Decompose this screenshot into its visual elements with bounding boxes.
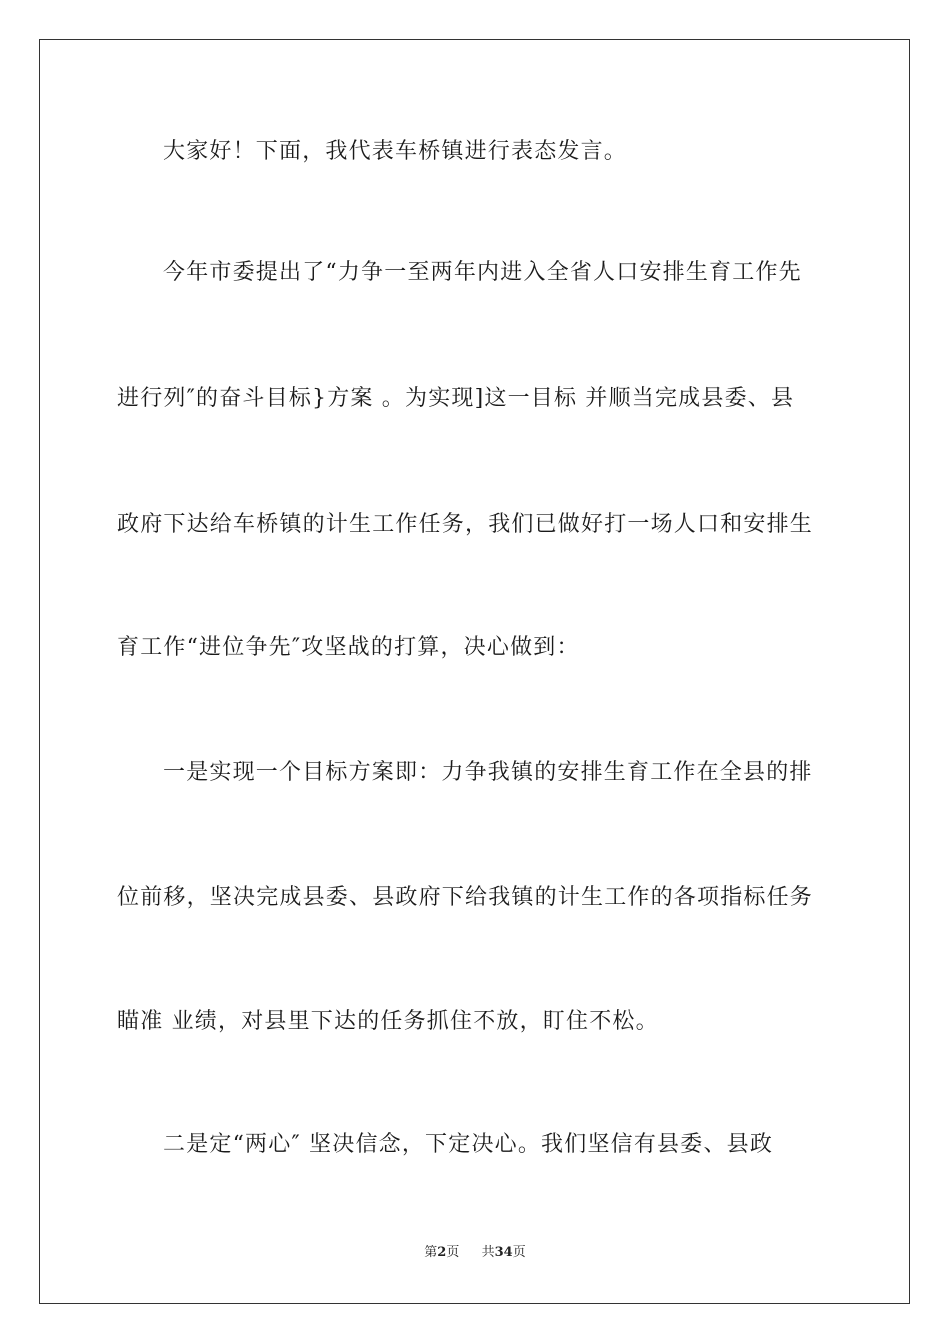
total-pages-number: 34: [494, 1245, 513, 1260]
paragraph-line: 大家好！下面，我代表车桥镇进行表态发言。: [163, 139, 628, 164]
total-prefix: 共: [481, 1245, 495, 1260]
paragraph-line: 育工作“进位争先″攻坚战的打算，决心做到：: [117, 635, 580, 660]
paragraph-line: 进行列″的奋斗目标}方案 。为实现]这一目标 并顺当完成县委、县: [117, 386, 795, 411]
page-suffix: 页: [446, 1245, 460, 1260]
paragraph-line: 瞄准 业绩，对县里下达的任务抓住不放，盯住不松。: [117, 1009, 659, 1034]
paragraph-line: 一是实现一个目标方案即：力争我镇的安排生育工作在全县的排: [163, 760, 813, 785]
paragraph-line: 政府下达给车桥镇的计生工作任务，我们已做好打一场人口和安排生: [117, 512, 814, 537]
total-suffix: 页: [512, 1245, 526, 1260]
page-indicator: [424, 1245, 463, 1260]
paragraph-line: 今年市委提出了“力争一至两年内进入全省人口安排生育工作先: [163, 260, 802, 285]
page-footer: [0, 1244, 950, 1262]
page-border: [39, 39, 910, 1304]
paragraph-line: 二是定“两心″ 坚决信念，下定决心。我们坚信有县委、县政: [163, 1132, 774, 1157]
total-pages-indicator: [482, 1245, 526, 1260]
page-prefix: 第: [424, 1245, 438, 1260]
page-number: 2: [437, 1245, 447, 1260]
paragraph-line: 位前移，坚决完成县委、县政府下给我镇的计生工作的各项指标任务: [117, 885, 814, 910]
